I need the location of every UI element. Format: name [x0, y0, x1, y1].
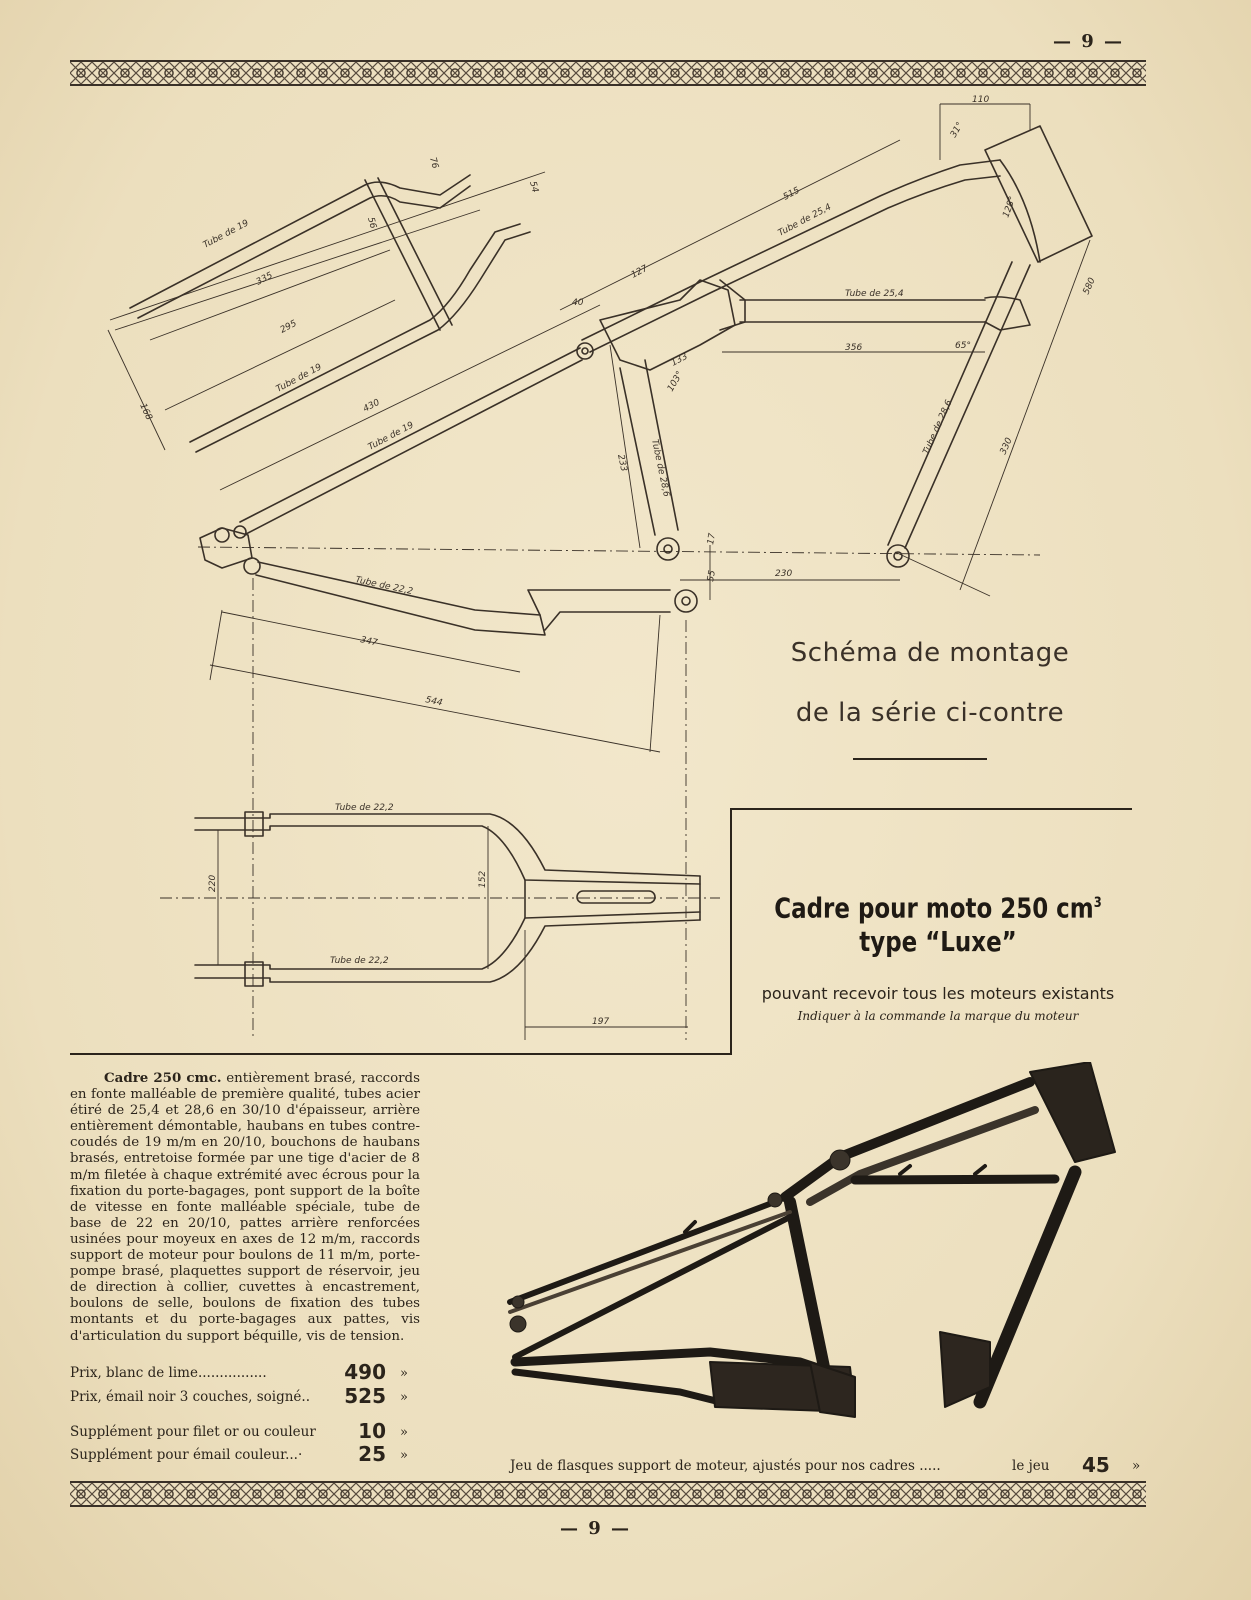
title-box-top-rule — [730, 808, 1132, 810]
price-row-colour-enamel — [70, 1442, 420, 1466]
description-lead: Cadre 250 cmc. — [104, 1070, 222, 1086]
dim-544: 544 — [424, 695, 444, 709]
caption-underline — [853, 758, 987, 760]
label-tube222-c: Tube de 22,2 — [330, 956, 389, 966]
dim-133: 133 — [669, 351, 690, 369]
dim-103: 103° — [665, 369, 686, 394]
accessory-per: le jeu — [1012, 1458, 1050, 1474]
accessory-value: 45 — [1082, 1453, 1110, 1477]
dim-31: 31° — [948, 120, 966, 140]
schema-caption-line1: Schéma de montage — [790, 638, 1070, 668]
dim-430: 430 — [361, 397, 382, 415]
dim-127: 127 — [629, 263, 650, 281]
title-box-left-rule — [730, 808, 732, 1054]
dim-330: 330 — [998, 436, 1015, 457]
price-label: Prix, blanc de lime................ — [70, 1365, 267, 1381]
label-tube19-b: Tube de 19 — [274, 362, 324, 395]
decorative-border-bottom — [70, 1481, 1146, 1507]
dim-110: 110 — [972, 95, 990, 105]
page-number-bottom: — 9 — — [560, 1518, 632, 1539]
dim-54: 54 — [527, 180, 540, 194]
dim-580: 580 — [1081, 276, 1098, 297]
price-label: Supplément pour émail couleur...· — [70, 1447, 303, 1463]
order-note: Indiquer à la commande la marque du moteur — [797, 1009, 1079, 1023]
dim-40: 40 — [572, 298, 584, 308]
label-tube254-a: Tube de 25,4 — [776, 202, 834, 239]
section-divider — [70, 1053, 732, 1055]
price-value: 25 — [358, 1442, 386, 1466]
dim-168: 168 — [137, 402, 154, 422]
dim-152: 152 — [478, 870, 488, 888]
dim-356: 356 — [845, 343, 863, 353]
product-title-line2: type “Luxe” — [859, 925, 1017, 959]
price-label: Prix, émail noir 3 couches, soigné.. — [70, 1389, 311, 1405]
price-unit: » — [400, 1448, 408, 1463]
accessory-price-row — [510, 1451, 1142, 1477]
dim-56: 56 — [365, 216, 378, 230]
label-tube254-b: Tube de 25,4 — [845, 289, 904, 299]
product-title-line1: Cadre pour moto 250 cm — [774, 891, 1094, 925]
price-value: 490 — [344, 1360, 386, 1384]
schema-caption-line2: de la série ci-contre — [795, 698, 1065, 728]
dim-65: 65° — [955, 341, 971, 351]
dim-220: 220 — [208, 874, 218, 892]
accessory-unit: » — [1132, 1458, 1141, 1474]
description-body: entièrement brasé, raccords en fonte malléable de première qualité, tubes acier étiré de 25,4 et 28,6 en 30/10 d'épaisseur, arrière entièrement démontable, haubans en tubes contre-coudés de 19 m/m en 20/10, bouchons de haubans brasés, entretoise formée par une tige d'acier de 8 m/m filetée à chaque extrémité avec écrous pour la fixation du porte-bagages, pont support de la boîte de vitesse en fonte malléable spéciale, tube de base de 22 en 20/10, pattes arrière renforcées usinées pour moyeux en axes de 12 m/m, raccords support de moteur pour boulons de 11 m/m, porte-pompe brasé, plaquettes support de réservoir, jeu de direction à collier, cuvettes à encastrement, boulons de selle, boulons de fixation des tubes montants et du porte-bagages aux pattes, vis d'articulation du support béquille, vis de tension. — [70, 1071, 420, 1344]
price-unit: » — [400, 1390, 408, 1405]
dim-295: 295 — [278, 318, 299, 336]
dim-128: 128° — [1001, 195, 1019, 220]
product-description — [70, 1070, 420, 1345]
price-unit: » — [400, 1366, 408, 1381]
dim-347: 347 — [359, 635, 379, 649]
page-number-top: — 9 — — [1053, 31, 1125, 52]
product-subtitle: pouvant recevoir tous les moteurs existants — [761, 984, 1115, 1003]
label-tube286-a: Tube de 28,6 — [649, 438, 672, 498]
dim-55: 55 — [706, 569, 718, 583]
product-title-sup: 3 — [1093, 895, 1102, 911]
dim-515: 515 — [781, 185, 802, 203]
price-value: 525 — [344, 1384, 386, 1408]
price-label: Supplément pour filet or ou couleur — [70, 1424, 316, 1440]
label-tube19-a: Tube de 19 — [201, 218, 251, 251]
dim-17: 17 — [706, 532, 718, 546]
label-tube222-b: Tube de 22,2 — [335, 803, 394, 813]
dim-233: 233 — [615, 453, 629, 473]
price-value: 10 — [358, 1419, 386, 1443]
dim-76: 76 — [427, 156, 440, 170]
dim-230: 230 — [775, 569, 793, 579]
product-title — [774, 886, 1102, 959]
dim-335: 335 — [254, 270, 275, 288]
frame-photograph — [470, 1062, 1140, 1452]
price-row-stripe — [70, 1419, 420, 1443]
price-unit: » — [400, 1425, 408, 1440]
price-row-blank — [70, 1360, 420, 1384]
price-row-enamel — [70, 1384, 420, 1408]
label-tube19-c: Tube de 19 — [366, 420, 416, 453]
dim-197: 197 — [592, 1017, 610, 1027]
label-tube222-a: Tube de 22,2 — [354, 575, 414, 598]
accessory-label: Jeu de flasques support de moteur, ajustés pour nos cadres ..... — [510, 1458, 941, 1474]
label-tube286-b: Tube de 28,6 — [921, 398, 955, 457]
